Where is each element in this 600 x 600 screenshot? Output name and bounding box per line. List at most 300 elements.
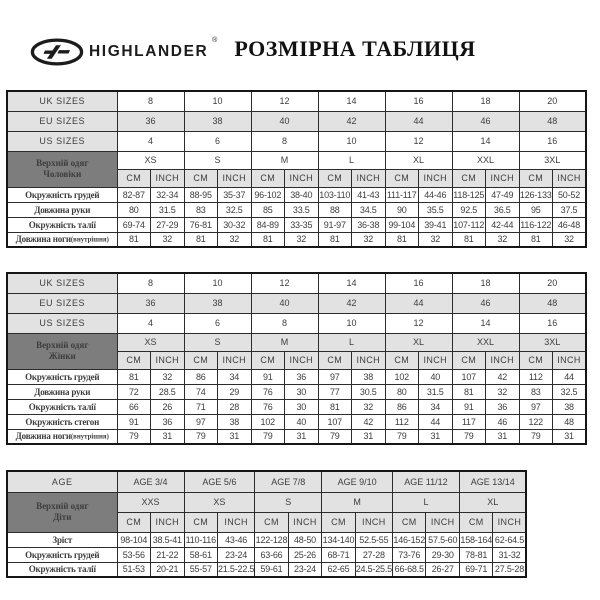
measurement-value-cell: 69-74 <box>117 217 151 232</box>
measurement-value-cell: 32 <box>486 232 520 247</box>
measurement-value-cell: 118-125 <box>452 187 486 202</box>
measurement-value-cell: 76 <box>251 399 285 414</box>
measurement-value-cell: 30 <box>285 384 319 399</box>
unit-header-cell: INCH <box>355 512 392 532</box>
unit-header-cell: INCH <box>218 169 252 187</box>
size-letter-row <box>7 492 526 512</box>
unit-header-cell: CM <box>385 169 419 187</box>
measurement-value-cell: 62-64.5 <box>493 532 527 547</box>
size-letter-cell: XL <box>385 333 452 351</box>
size-value-cell: 6 <box>184 131 251 151</box>
measurement-value-cell: 77 <box>318 384 352 399</box>
measurement-label-text: Окружність талії <box>28 219 96 230</box>
measurement-value-cell: 107 <box>452 369 486 384</box>
measurement-label-text: Довжина ноги <box>15 431 71 442</box>
measurement-value-cell: 46 <box>486 414 520 429</box>
measurement-row <box>7 547 526 562</box>
measurement-label-text: Окружність грудей <box>25 189 100 200</box>
group-header <box>7 492 117 532</box>
page-title: РОЗМІРНА ТАБЛИЦЯ <box>234 36 476 61</box>
unit-header-cell: CM <box>452 169 486 187</box>
measurement-value-cell: 38-40 <box>285 187 319 202</box>
measurement-value-cell: 48-50 <box>288 532 322 547</box>
measurement-value-cell: 36 <box>486 399 520 414</box>
measurement-value-cell: 79 <box>117 429 151 444</box>
measurement-label <box>7 187 117 202</box>
size-value-cell: 46 <box>452 293 519 313</box>
size-value-cell: 4 <box>117 131 184 151</box>
size-letter-cell: XS <box>184 492 255 512</box>
size-system-row <box>7 91 586 111</box>
measurement-value-cell: 97 <box>318 369 352 384</box>
measurement-value-cell: 27.5-28 <box>493 562 527 577</box>
measurement-value-cell: 27-29 <box>151 217 185 232</box>
size-value-cell: AGE 9/10 <box>322 471 393 492</box>
measurement-value-cell: 30-32 <box>218 217 252 232</box>
measurement-value-cell: 31 <box>285 429 319 444</box>
size-system-label: EU SIZES <box>7 111 117 131</box>
measurement-row <box>7 429 586 444</box>
size-letter-cell: XL <box>385 151 452 169</box>
measurement-label-text: Зріст <box>52 534 73 545</box>
measurement-value-cell: 34 <box>218 369 252 384</box>
size-system-label: US SIZES <box>7 313 117 333</box>
measurement-value-cell: 78-81 <box>459 547 493 562</box>
measurement-value-cell: 32 <box>285 232 319 247</box>
measurement-value-cell: 73-76 <box>392 547 426 562</box>
measurement-value-cell: 66-68.5 <box>392 562 426 577</box>
measurement-value-cell: 80 <box>385 384 419 399</box>
measurement-value-cell: 26 <box>151 399 185 414</box>
size-value-cell: 42 <box>318 111 385 131</box>
men-size-table <box>6 90 587 248</box>
measurement-value-cell: 26-27 <box>426 562 460 577</box>
size-value-cell: 40 <box>251 293 318 313</box>
measurement-label <box>7 369 117 384</box>
unit-header-cell: CM <box>385 351 419 369</box>
measurement-value-cell: 146-152 <box>392 532 426 547</box>
measurement-value-cell: 158-164 <box>459 532 493 547</box>
size-letter-cell: L <box>392 492 459 512</box>
measurement-label-text: Окружність грудей <box>25 371 100 382</box>
size-value-cell: 8 <box>251 131 318 151</box>
size-letter-cell: XXL <box>452 333 519 351</box>
brand-name: HIGHLANDER <box>89 43 209 60</box>
measurement-value-cell: 97 <box>184 414 218 429</box>
measurement-value-cell: 81 <box>519 232 553 247</box>
kids-size-table <box>6 470 527 578</box>
size-letter-cell: S <box>184 151 251 169</box>
size-letter-cell: XS <box>117 333 184 351</box>
women-size-table <box>6 272 587 445</box>
measurement-value-cell: 92.5 <box>452 202 486 217</box>
measurement-value-cell: 32 <box>553 232 587 247</box>
measurement-value-cell: 96-102 <box>251 187 285 202</box>
unit-header-cell: INCH <box>288 512 322 532</box>
measurement-value-cell: 81 <box>452 384 486 399</box>
unit-header-cell: CM <box>322 512 356 532</box>
group-title: Верхній одяг <box>36 157 89 168</box>
measurement-value-cell: 68-71 <box>322 547 356 562</box>
measurement-value-cell: 36 <box>151 414 185 429</box>
size-value-cell: 12 <box>385 313 452 333</box>
measurement-value-cell: 74 <box>184 384 218 399</box>
size-value-cell: 10 <box>318 313 385 333</box>
measurement-value-cell: 38.5-41 <box>151 532 185 547</box>
size-value-cell: 18 <box>452 273 519 293</box>
unit-header-cell: INCH <box>352 351 386 369</box>
measurement-value-cell: 98-104 <box>117 532 151 547</box>
measurement-value-cell: 23-24 <box>218 547 255 562</box>
measurement-value-cell: 36.5 <box>486 202 520 217</box>
unit-header-cell: INCH <box>151 169 185 187</box>
size-letter-cell: S <box>184 333 251 351</box>
measurement-value-cell: 55-57 <box>184 562 218 577</box>
measurement-value-cell: 24.5-25.5 <box>355 562 392 577</box>
size-value-cell: AGE 3/4 <box>117 471 184 492</box>
size-value-cell: 44 <box>385 293 452 313</box>
measurement-value-cell: 122-128 <box>255 532 289 547</box>
size-letter-cell: M <box>322 492 393 512</box>
registered-trademark-symbol: ® <box>212 37 218 44</box>
measurement-value-cell: 31.5 <box>151 202 185 217</box>
measurement-value-cell: 112 <box>519 369 553 384</box>
size-value-cell: 4 <box>117 313 184 333</box>
measurement-row <box>7 384 586 399</box>
group-title: Верхній одяг <box>36 500 89 511</box>
measurement-value-cell: 107-112 <box>452 217 486 232</box>
size-system-row <box>7 293 586 313</box>
group-title: Верхній одяг <box>36 339 89 350</box>
men-size-table-container <box>6 90 587 248</box>
measurement-value-cell: 95 <box>519 202 553 217</box>
measurement-value-cell: 91 <box>452 399 486 414</box>
size-value-cell: 10 <box>184 273 251 293</box>
measurement-value-cell: 81 <box>184 232 218 247</box>
measurement-value-cell: 79 <box>519 429 553 444</box>
measurement-value-cell: 31 <box>151 429 185 444</box>
unit-header-cell: INCH <box>553 351 587 369</box>
measurement-label-note: (внутрішня) <box>70 236 109 244</box>
size-system-label: UK SIZES <box>7 273 117 293</box>
size-letter-cell: L <box>318 333 385 351</box>
size-letter-cell: 3XL <box>519 333 586 351</box>
size-letter-cell: S <box>255 492 322 512</box>
measurement-value-cell: 46-48 <box>553 217 587 232</box>
size-letter-cell: XXS <box>117 492 184 512</box>
measurement-value-cell: 66 <box>117 399 151 414</box>
measurement-value-cell: 72 <box>117 384 151 399</box>
measurement-value-cell: 81 <box>251 232 285 247</box>
measurement-value-cell: 86 <box>385 399 419 414</box>
measurement-value-cell: 42 <box>352 414 386 429</box>
size-value-cell: 16 <box>519 131 586 151</box>
size-letter-row <box>7 333 586 351</box>
unit-header-cell: CM <box>452 351 486 369</box>
unit-header-cell: INCH <box>486 351 520 369</box>
measurement-value-cell: 57.5-60 <box>426 532 460 547</box>
measurement-label-text: Окружність талії <box>28 564 96 575</box>
measurement-value-cell: 88 <box>318 202 352 217</box>
measurement-value-cell: 81 <box>117 232 151 247</box>
measurement-value-cell: 69-71 <box>459 562 493 577</box>
unit-header-cell: CM <box>184 351 218 369</box>
group-header <box>7 333 117 369</box>
measurement-value-cell: 102 <box>385 369 419 384</box>
measurement-value-cell: 71 <box>184 399 218 414</box>
measurement-value-cell: 102 <box>251 414 285 429</box>
measurement-value-cell: 43-46 <box>218 532 255 547</box>
measurement-value-cell: 122 <box>519 414 553 429</box>
measurement-value-cell: 28.5 <box>151 384 185 399</box>
measurement-value-cell: 31 <box>419 429 453 444</box>
size-system-row <box>7 111 586 131</box>
unit-header-cell: INCH <box>553 169 587 187</box>
size-value-cell: 16 <box>385 91 452 111</box>
measurement-value-cell: 79 <box>385 429 419 444</box>
size-value-cell: 38 <box>184 293 251 313</box>
unit-header-cell: CM <box>519 169 553 187</box>
measurement-row <box>7 399 586 414</box>
size-value-cell: 14 <box>452 313 519 333</box>
measurement-value-cell: 32 <box>352 399 386 414</box>
measurement-value-cell: 81 <box>318 232 352 247</box>
measurement-value-cell: 103-110 <box>318 187 352 202</box>
size-value-cell: 18 <box>452 91 519 111</box>
measurement-label <box>7 429 117 444</box>
measurement-label <box>7 232 117 247</box>
size-value-cell: 14 <box>318 91 385 111</box>
measurement-label-text: Окружність талії <box>28 401 96 412</box>
size-letter-cell: XXL <box>452 151 519 169</box>
measurement-value-cell: 33-35 <box>285 217 319 232</box>
measurement-value-cell: 42-44 <box>486 217 520 232</box>
measurement-value-cell: 32-34 <box>151 187 185 202</box>
group-subtitle: Діти <box>53 512 72 522</box>
measurement-value-cell: 32 <box>151 232 185 247</box>
measurement-value-cell: 86 <box>184 369 218 384</box>
measurement-value-cell: 21.5-22.5 <box>218 562 255 577</box>
measurement-value-cell: 79 <box>452 429 486 444</box>
measurement-value-cell: 32 <box>419 232 453 247</box>
size-value-cell: 16 <box>385 273 452 293</box>
measurement-value-cell: 85 <box>251 202 285 217</box>
measurement-value-cell: 117 <box>452 414 486 429</box>
size-letter-cell: XL <box>459 492 526 512</box>
measurement-value-cell: 79 <box>184 429 218 444</box>
measurement-value-cell: 29 <box>218 384 252 399</box>
measurement-row <box>7 187 586 202</box>
measurement-row <box>7 562 526 577</box>
measurement-value-cell: 33.5 <box>285 202 319 217</box>
size-value-cell: 12 <box>251 91 318 111</box>
size-letter-cell: L <box>318 151 385 169</box>
measurement-value-cell: 35.5 <box>419 202 453 217</box>
measurement-value-cell: 32.5 <box>553 384 587 399</box>
measurement-value-cell: 30 <box>285 399 319 414</box>
size-value-cell: 46 <box>452 111 519 131</box>
measurement-value-cell: 97 <box>519 399 553 414</box>
measurement-value-cell: 27-28 <box>355 547 392 562</box>
measurement-row <box>7 532 526 547</box>
measurement-value-cell: 126-133 <box>519 187 553 202</box>
measurement-value-cell: 38 <box>553 399 587 414</box>
measurement-value-cell: 28 <box>218 399 252 414</box>
size-value-cell: 10 <box>184 91 251 111</box>
measurement-value-cell: 112 <box>385 414 419 429</box>
measurement-value-cell: 32 <box>151 369 185 384</box>
measurement-value-cell: 53-56 <box>117 547 151 562</box>
size-value-cell: 14 <box>452 131 519 151</box>
measurement-value-cell: 40 <box>419 369 453 384</box>
size-value-cell: 16 <box>519 313 586 333</box>
measurement-value-cell: 36 <box>285 369 319 384</box>
measurement-value-cell: 44 <box>553 369 587 384</box>
size-value-cell: 14 <box>318 273 385 293</box>
size-value-cell: 36 <box>117 293 184 313</box>
measurement-value-cell: 81 <box>318 399 352 414</box>
unit-header-cell: CM <box>255 512 289 532</box>
unit-header-cell: CM <box>251 169 285 187</box>
measurement-row <box>7 202 586 217</box>
measurement-label <box>7 217 117 232</box>
measurement-value-cell: 83 <box>184 202 218 217</box>
unit-header-cell: INCH <box>151 351 185 369</box>
measurement-row <box>7 369 586 384</box>
kids-size-table-container <box>6 470 527 578</box>
measurement-value-cell: 36-38 <box>352 217 386 232</box>
measurement-value-cell: 21-22 <box>151 547 185 562</box>
measurement-label <box>7 414 117 429</box>
measurement-value-cell: 32 <box>486 384 520 399</box>
measurement-value-cell: 48 <box>553 414 587 429</box>
unit-header-cell: INCH <box>352 169 386 187</box>
size-system-label: AGE <box>7 471 117 492</box>
unit-header-cell: CM <box>117 512 151 532</box>
measurement-value-cell: 37.5 <box>553 202 587 217</box>
measurement-value-cell: 81 <box>385 232 419 247</box>
measurement-label-text: Довжина руки <box>34 204 91 215</box>
size-letter-cell: M <box>251 151 318 169</box>
size-letter-cell: M <box>251 333 318 351</box>
measurement-label <box>7 399 117 414</box>
measurement-value-cell: 44-46 <box>419 187 453 202</box>
measurement-label <box>7 384 117 399</box>
measurement-value-cell: 34.5 <box>352 202 386 217</box>
size-value-cell: AGE 5/6 <box>184 471 255 492</box>
measurement-value-cell: 62-65 <box>322 562 356 577</box>
measurement-row <box>7 217 586 232</box>
highlander-oval-logo-icon <box>30 38 84 66</box>
size-system-row <box>7 273 586 293</box>
measurement-label <box>7 202 117 217</box>
measurement-value-cell: 134-140 <box>322 532 356 547</box>
measurement-label-note: (внутрішня) <box>70 433 109 441</box>
measurement-value-cell: 29-30 <box>426 547 460 562</box>
measurement-value-cell: 20-21 <box>151 562 185 577</box>
measurement-value-cell: 81 <box>117 369 151 384</box>
size-system-label: EU SIZES <box>7 293 117 313</box>
measurement-value-cell: 31 <box>218 429 252 444</box>
unit-header-cell: CM <box>459 512 493 532</box>
unit-header-cell: INCH <box>151 512 185 532</box>
unit-header-cell: INCH <box>419 351 453 369</box>
measurement-value-cell: 31 <box>352 429 386 444</box>
measurement-value-cell: 31.5 <box>419 384 453 399</box>
unit-header-cell: INCH <box>486 169 520 187</box>
size-value-cell: 42 <box>318 293 385 313</box>
measurement-value-cell: 79 <box>251 429 285 444</box>
measurement-label <box>7 547 117 562</box>
measurement-value-cell: 82-87 <box>117 187 151 202</box>
measurement-value-cell: 31-32 <box>493 547 527 562</box>
measurement-row <box>7 414 586 429</box>
size-value-cell: 12 <box>385 131 452 151</box>
group-subtitle: Жінки <box>48 351 76 361</box>
measurement-value-cell: 51-53 <box>117 562 151 577</box>
measurement-value-cell: 80 <box>117 202 151 217</box>
measurement-value-cell: 84-89 <box>251 217 285 232</box>
measurement-value-cell: 99-104 <box>385 217 419 232</box>
measurement-value-cell: 31 <box>486 429 520 444</box>
size-value-cell: 48 <box>519 111 586 131</box>
measurement-value-cell: 58-61 <box>184 547 218 562</box>
measurement-value-cell: 88-95 <box>184 187 218 202</box>
unit-header-cell: INCH <box>218 351 252 369</box>
unit-header-cell: CM <box>519 351 553 369</box>
size-value-cell: 6 <box>184 313 251 333</box>
unit-header-cell: INCH <box>426 512 460 532</box>
measurement-value-cell: 38 <box>218 414 252 429</box>
size-value-cell: 40 <box>251 111 318 131</box>
size-system-row <box>7 313 586 333</box>
measurement-value-cell: 41-43 <box>352 187 386 202</box>
size-system-label: US SIZES <box>7 131 117 151</box>
unit-header-cell: INCH <box>419 169 453 187</box>
measurement-value-cell: 38 <box>352 369 386 384</box>
measurement-value-cell: 40 <box>285 414 319 429</box>
measurement-value-cell: 39-41 <box>419 217 453 232</box>
measurement-value-cell: 23-24 <box>288 562 322 577</box>
unit-header-cell: INCH <box>285 351 319 369</box>
size-value-cell: AGE 7/8 <box>255 471 322 492</box>
group-subtitle: Чоловіки <box>43 169 82 179</box>
measurement-value-cell: 31 <box>553 429 587 444</box>
unit-header-cell: INCH <box>493 512 527 532</box>
unit-header-cell: CM <box>184 512 218 532</box>
measurement-value-cell: 35-37 <box>218 187 252 202</box>
measurement-value-cell: 76 <box>251 384 285 399</box>
measurement-label-text: Окружність грудей <box>25 549 100 560</box>
page-header <box>0 30 600 80</box>
unit-header-cell: INCH <box>218 512 255 532</box>
size-value-cell: 8 <box>117 91 184 111</box>
size-value-cell: 12 <box>251 273 318 293</box>
size-value-cell: 8 <box>251 313 318 333</box>
unit-header-cell: CM <box>184 169 218 187</box>
measurement-value-cell: 76-81 <box>184 217 218 232</box>
measurement-label-text: Довжина руки <box>34 386 91 397</box>
measurement-value-cell: 63-66 <box>255 547 289 562</box>
size-value-cell: 20 <box>519 91 586 111</box>
measurement-row <box>7 232 586 247</box>
measurement-value-cell: 52.5-55 <box>355 532 392 547</box>
measurement-value-cell: 91 <box>251 369 285 384</box>
measurement-value-cell: 90 <box>385 202 419 217</box>
measurement-label-text: Довжина ноги <box>15 234 71 245</box>
measurement-label-text: Окружність стегон <box>25 416 100 427</box>
measurement-value-cell: 59-61 <box>255 562 289 577</box>
